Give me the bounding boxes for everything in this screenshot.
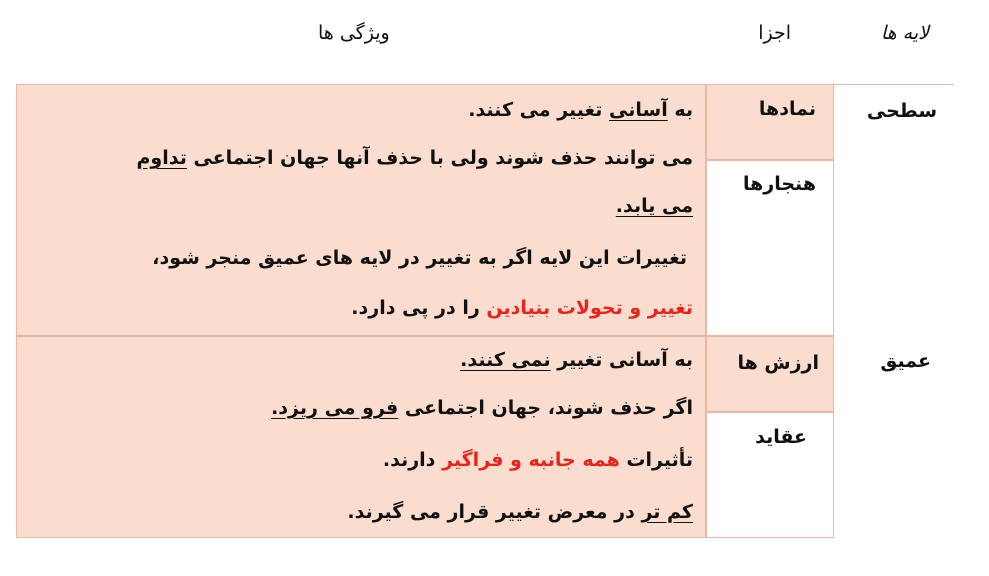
component-values: ارزش ها (737, 352, 819, 374)
surface-line-2: می توانند حذف شوند ولی با حذف آنها جهان اجتماعی تداوم (136, 147, 693, 169)
surface-line-5: تغییر و تحولات بنیادین را در پی دارد. (351, 297, 693, 319)
phrase-comprehensive: همه جانبه و فراگیر (442, 449, 620, 471)
word-easily: آسانی (609, 99, 668, 121)
word-less: کم تر (641, 501, 693, 523)
features-cell-surface (16, 84, 706, 336)
phrase-collapses: فرو می ریزد. (271, 397, 399, 419)
deep-line-3: تأثیرات همه جانبه و فراگیر دارند. (382, 449, 693, 471)
deep-line-1: به آسانی تغییر نمی کنند. (460, 349, 693, 371)
deep-line-2: اگر حذف شوند، جهان اجتماعی فرو می ریزد. (271, 397, 693, 419)
surface-line-4: تغییرات این لایه اگر به تغییر در لایه های عمیق منجر شود، (152, 247, 687, 269)
surface-line-1: به آسانی تغییر می کنند. (468, 99, 693, 121)
features-cell-deep (16, 336, 706, 538)
surface-line-3: می یابد. (615, 195, 693, 217)
layer-label-deep: عمیق (880, 350, 931, 372)
deep-line-4: کم تر در معرض تغییر قرار می گیرند. (347, 501, 693, 523)
components-cell-values (706, 336, 834, 412)
header-features: ویژگی ها (318, 22, 390, 44)
component-symbols: نمادها (758, 98, 816, 120)
word-continuity: تداوم (136, 147, 187, 169)
component-norms: هنجارها (742, 173, 816, 195)
component-beliefs: عقاید (755, 426, 807, 448)
header-layers: لایه ها (880, 22, 929, 44)
phrase-fundamental-change: تغییر و تحولات بنیادین (486, 297, 693, 319)
header-components: اجزا (758, 22, 791, 44)
components-cell-symbols (706, 84, 834, 160)
layer-label-surface: سطحی (866, 100, 937, 122)
phrase-do-not-change: نمی کنند. (460, 349, 551, 371)
